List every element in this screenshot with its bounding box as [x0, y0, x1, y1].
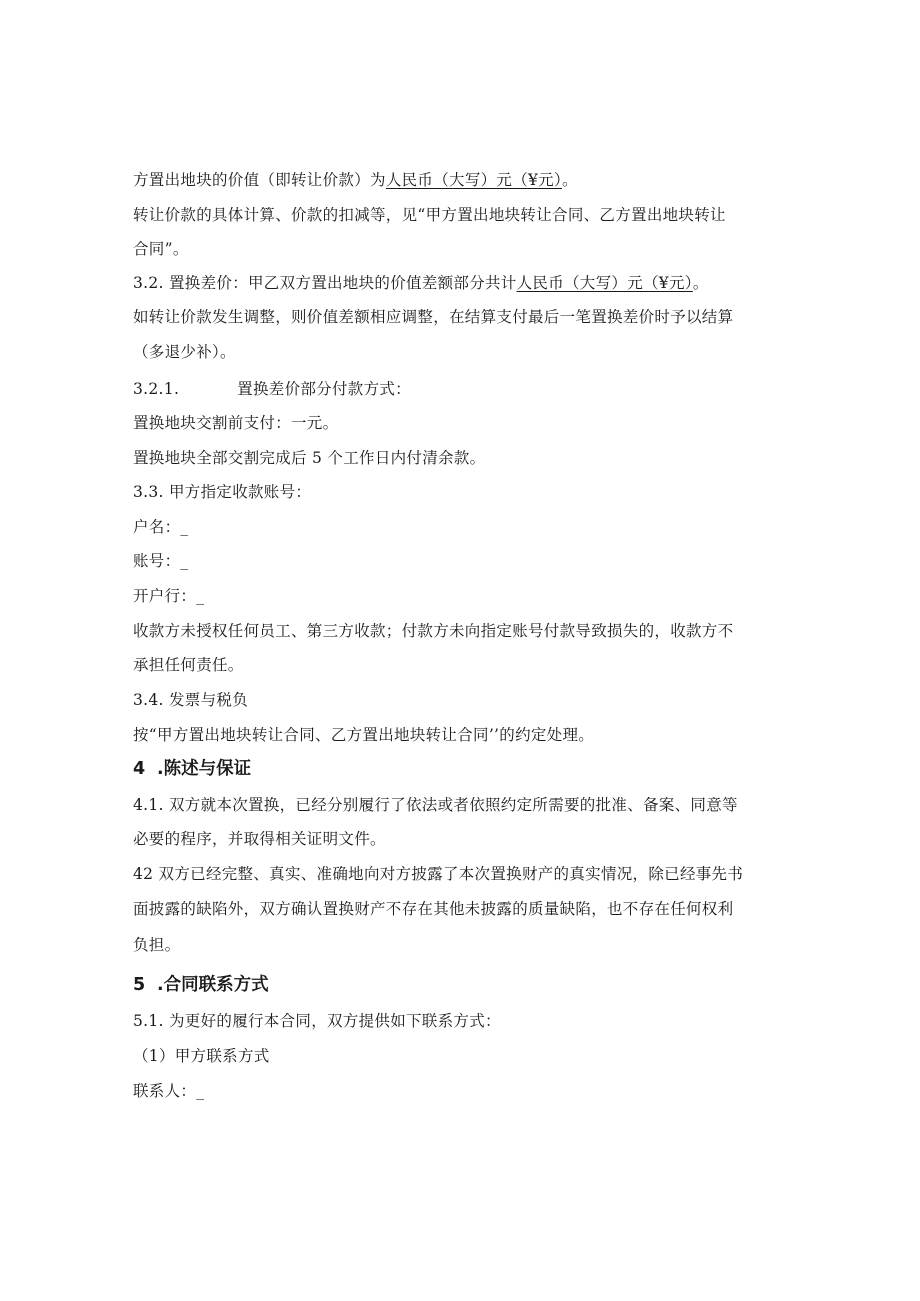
text-line: 如转让价款发生调整，则价值差额相应调整，在结算支付最后一笔置换差价时予以结算: [133, 308, 734, 326]
text-line: 3.4. 发票与税负: [133, 691, 249, 709]
clause-number: 3.2.1.: [133, 380, 180, 398]
section-title: .合同联系方式: [157, 975, 269, 995]
text-line: （多退少补）。: [133, 343, 236, 361]
text-line: 5.1. 为更好的履行本合同，双方提供如下联系方式：: [133, 1012, 501, 1030]
text-line: 承担任何责任。: [133, 656, 244, 674]
text-line: 面披露的缺陷外，双方确认置换财产不存在其他未披露的质量缺陷，也不存在任何权利: [133, 900, 734, 918]
text-line: 按“甲方置出地块转让合同、乙方置出地块转让合同’’的约定处理。: [133, 726, 595, 744]
text-line: 户名：_: [133, 518, 189, 536]
text-line: 合同”。: [133, 240, 189, 258]
section-title: .陈述与保证: [157, 759, 252, 779]
text-line: [133, 273, 709, 293]
text-line: 开户行：_: [133, 587, 205, 605]
text-segment: 。: [692, 274, 709, 292]
text-line: 收款方未授权任何员工、第三方收款；付款方未向指定账号付款导致损失的，收款方不: [133, 622, 734, 640]
section-number: 4: [133, 759, 146, 779]
text-line: 联系人：_: [133, 1082, 205, 1100]
text-line: [133, 379, 411, 399]
text-line: 账号：_: [133, 552, 189, 570]
text-segment: 。: [562, 171, 578, 189]
text-line: [133, 170, 578, 190]
text-segment: 置换差价部分付款方式：: [237, 380, 411, 398]
text-line: 负担。: [133, 936, 181, 954]
underlined-amount: 人民币（大写）元（¥元）: [385, 171, 563, 189]
text-line: 转让价款的具体计算、价款的扣减等，见“甲方置出地块转让合同、乙方置出地块转让: [133, 206, 726, 224]
text-segment: 3.2. 置换差价：甲乙双方置出地块的价值差额部分共计: [133, 274, 517, 292]
text-line: 必要的程序，并取得相关证明文件。: [133, 830, 386, 848]
text-line: 42 双方已经完整、真实、准确地向对方披露了本次置换财产的真实情况，除已经事先书: [133, 865, 744, 883]
text-line: 4.1. 双方就本次置换，已经分别履行了依法或者依照约定所需要的批准、备案、同意等: [133, 796, 738, 814]
underlined-amount: 人民币（大写）元（¥元）: [516, 274, 693, 292]
text-line: 置换地块全部交割完成后 5 个工作日内付清余款。: [133, 449, 486, 467]
section-heading: [133, 974, 269, 996]
text-line: 置换地块交割前支付：一元。: [133, 414, 339, 432]
section-number: 5: [133, 975, 146, 995]
text-line: （1）甲方联系方式: [133, 1047, 270, 1065]
text-segment: 方置出地块的价值（即转让价款）为: [133, 171, 386, 189]
section-heading: [133, 758, 251, 780]
text-line: 3.3. 甲方指定收款账号：: [133, 483, 312, 501]
